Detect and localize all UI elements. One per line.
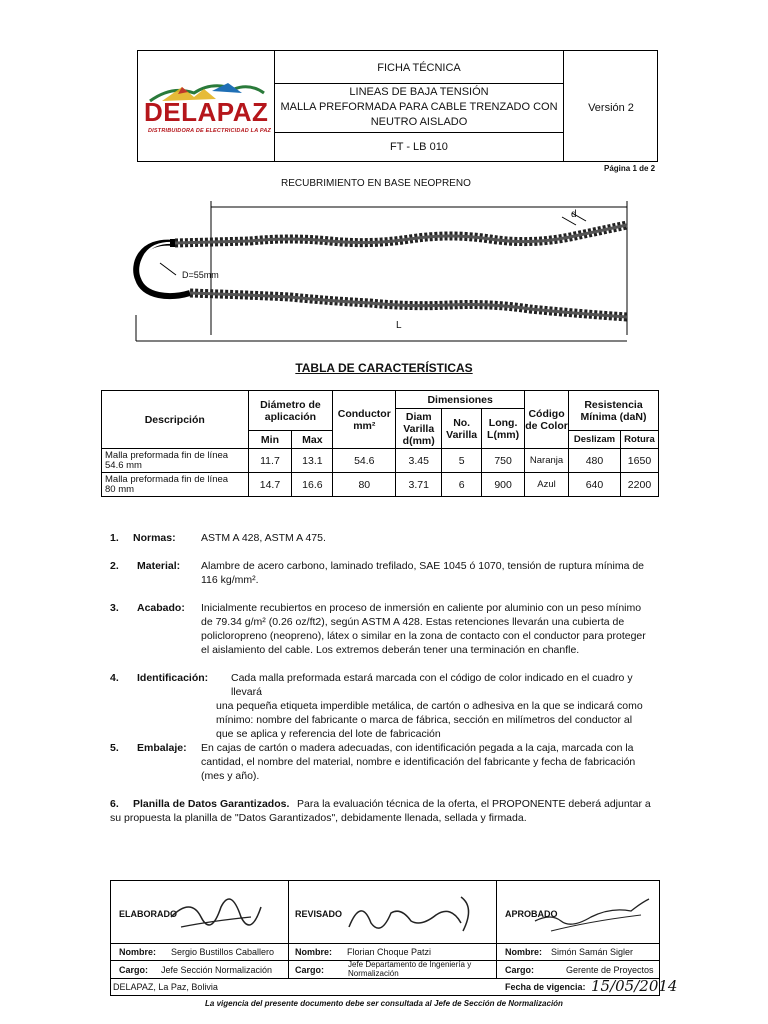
diameter-label: D=55mm	[182, 270, 219, 280]
header-min: Min	[248, 431, 292, 449]
header-max: Max	[292, 431, 333, 449]
rev-nombre: Florian Choque Patzi	[347, 947, 432, 957]
item-line: Para la evaluación técnica de la oferta, el PROPONENTE deberá adjuntar a	[297, 798, 651, 810]
row-desc-line1: Malla preformada fin de línea	[105, 449, 229, 461]
header-rotura: Rotura	[620, 431, 658, 449]
item-label: Acabado:	[137, 602, 185, 614]
header-codigo: Código de Color	[525, 391, 569, 449]
header-conductor-label: Conductor	[337, 407, 391, 420]
item-number: 2.	[110, 560, 119, 572]
item-line: mínimo: nombre del fabricante o marca de fábrica, sección en milímetros del conductor al	[216, 714, 633, 726]
item-line: que se aplica y referencia del lote de fabricación	[216, 728, 441, 740]
cargo-label: Cargo:	[295, 965, 324, 975]
row-min: 14.7	[248, 473, 292, 497]
nombre-label: Nombre:	[119, 947, 157, 957]
row-desc-line2: 80 mm	[105, 483, 135, 495]
item-identificacion	[110, 671, 660, 740]
rev-cargo-line2: Normalización	[348, 969, 399, 978]
row-deslizam: 480	[569, 449, 621, 473]
drawing-caption: RECUBRIMIENTO EN BASE NEOPRENO	[281, 178, 471, 189]
item-text	[201, 741, 658, 783]
row-conductor: 80	[333, 473, 396, 497]
signature-revisado	[341, 887, 481, 945]
signature-aprobado	[531, 891, 656, 943]
revisado-label: REVISADO	[295, 909, 343, 919]
header-dimensiones: Dimensiones	[396, 391, 525, 409]
aprobado-label: APROBADO	[505, 909, 558, 919]
item-line: ASTM A 428, ASTM A 475.	[201, 532, 326, 544]
elab-nombre: Sergio Bustillos Caballero	[171, 947, 275, 957]
header-conductor-unit: mm²	[353, 419, 376, 432]
row-color: Azul	[525, 473, 569, 497]
row-max: 13.1	[292, 449, 333, 473]
row-no: 5	[442, 449, 482, 473]
row-conductor: 54.6	[333, 449, 396, 473]
d-label: d	[571, 209, 577, 220]
item-label: Normas:	[133, 532, 176, 544]
rev-cargo-line1: Jefe Departamento de Ingeniería y	[348, 960, 472, 969]
city-label: DELAPAZ, La Paz, Bolivia	[113, 982, 218, 992]
row-min: 11.7	[248, 449, 292, 473]
item-material	[110, 559, 660, 589]
item-label: Identificación:	[137, 672, 209, 684]
item-line: el aislamiento del cable. Los extremos deberán tener una terminación en chanfle.	[201, 644, 580, 656]
row-long: 900	[482, 473, 525, 497]
row-no: 6	[442, 473, 482, 497]
table-title: TABLA DE CARACTERÍSTICAS	[295, 361, 473, 375]
logo-subtitle: DISTRIBUIDORA DE ELECTRICIDAD LA PAZ	[148, 128, 272, 134]
item-label: Embalaje:	[137, 742, 187, 754]
apr-nombre: Simón Samán Sigler	[551, 947, 634, 957]
doc-code: FT - LB 010	[390, 141, 448, 153]
table-row	[102, 473, 659, 497]
item-line: (mes y año).	[201, 770, 260, 782]
elab-cargo: Jefe Sección Normalización	[161, 965, 273, 975]
row-color: Naranja	[525, 449, 569, 473]
item-line: cantidad, el nombre del material, nombre e identificación del fabricante y fecha de fabricación	[201, 756, 636, 768]
item-planilla	[110, 797, 660, 827]
item-number: 4.	[110, 672, 119, 684]
doc-subtitle-line3: NEUTRO AISLADO	[370, 116, 468, 128]
doc-subtitle-line2: MALLA PREFORMADA PARA CABLE TRENZADO CON	[280, 101, 558, 113]
item-number: 3.	[110, 602, 119, 614]
cargo-label: Cargo:	[505, 965, 534, 975]
row-desc-line1: Malla preformada fin de línea	[105, 473, 229, 485]
doc-version: Versión 2	[588, 102, 634, 114]
table-row	[102, 449, 659, 473]
row-deslizam: 640	[569, 473, 621, 497]
characteristics-table	[101, 390, 659, 497]
item-normas	[110, 531, 660, 547]
nombre-label: Nombre:	[295, 947, 333, 957]
item-text	[201, 601, 658, 657]
item-acabado	[110, 601, 660, 661]
item-line: Alambre de acero carbono, laminado trefilado, SAE 1045 ó 1070, tensión de ruptura mínima de	[201, 560, 645, 572]
doc-title: FICHA TÉCNICA	[377, 62, 461, 74]
item-number: 1.	[110, 532, 119, 544]
row-desc-line2: 54.6 mm	[105, 459, 142, 471]
header-descripcion: Descripción	[102, 391, 249, 449]
header-conductor	[333, 391, 396, 449]
row-diam: 3.71	[396, 473, 442, 497]
item-text	[201, 559, 658, 587]
page-number: Página 1 de 2	[604, 164, 656, 173]
company-logo	[142, 79, 272, 139]
cargo-label: Cargo:	[119, 965, 148, 975]
header-deslizam: Deslizam	[569, 431, 621, 449]
item-line: policloropreno (neopreno), látex o similar en la zona de contacto con el conductor para proteger	[201, 630, 646, 642]
nombre-label: Nombre:	[505, 947, 543, 957]
row-rotura: 1650	[620, 449, 658, 473]
row-description	[102, 473, 249, 497]
item-label: Material:	[137, 560, 181, 572]
row-rotura: 2200	[620, 473, 658, 497]
fecha-vigencia: 15/05/2014	[591, 977, 678, 995]
doc-subtitle-line1: LINEAS DE BAJA TENSIÓN	[349, 86, 489, 98]
footer-note: La vigencia del presente documento debe ser consultada al Jefe de Sección de Normalización	[205, 999, 563, 1008]
item-embalaje	[110, 741, 660, 787]
header-diametro: Diámetro de aplicación	[248, 391, 333, 431]
header-long: Long. L(mm)	[482, 409, 525, 449]
header-diam-varilla: Diam Varilla d(mm)	[396, 409, 442, 449]
item-line: Cada malla preformada estará marcada con el código de color indicado en el cuadro y llevará	[231, 672, 633, 698]
header-no-varilla: No. Varilla	[442, 409, 482, 449]
signature-box	[110, 880, 678, 996]
row-description	[102, 449, 249, 473]
row-long: 750	[482, 449, 525, 473]
elaborado-label: ELABORADO	[119, 909, 177, 919]
row-max: 16.6	[292, 473, 333, 497]
item-line: 116 kg/mm².	[201, 574, 259, 586]
apr-cargo: Gerente de Proyectos	[566, 965, 654, 975]
row-diam: 3.45	[396, 449, 442, 473]
item-line: de 79.34 g/m² (0.26 oz/ft2), según ASTM A 428. Estas retenciones llevarán una cubierta de	[201, 616, 625, 628]
item-line: Inicialmente recubiertos en proceso de inmersión en caliente por aluminio con un peso mínimo	[201, 602, 642, 614]
item-number: 6.	[110, 798, 119, 810]
item-line: su propuesta la planilla de "Datos Garantizados", debidamente llenada, sellada y firmada.	[110, 812, 527, 824]
item-line: una pequeña etiqueta imperdible metálica, de cartón o adhesiva en la que se indicará como	[216, 700, 643, 712]
signature-elaborado	[161, 887, 271, 945]
item-label: Planilla de Datos Garantizados.	[133, 798, 290, 810]
item-text	[216, 671, 658, 741]
header-resistencia: Resistencia Mínima (daN)	[569, 391, 659, 431]
fecha-label: Fecha de vigencia:	[505, 982, 586, 992]
item-number: 5.	[110, 742, 119, 754]
logo-wordmark: DELAPAZ	[144, 97, 269, 127]
length-label: L	[396, 320, 402, 331]
item-line: En cajas de cartón o madera adecuadas, con identificación pegada a la caja, marcada con la	[201, 742, 634, 754]
header-box	[137, 50, 658, 162]
